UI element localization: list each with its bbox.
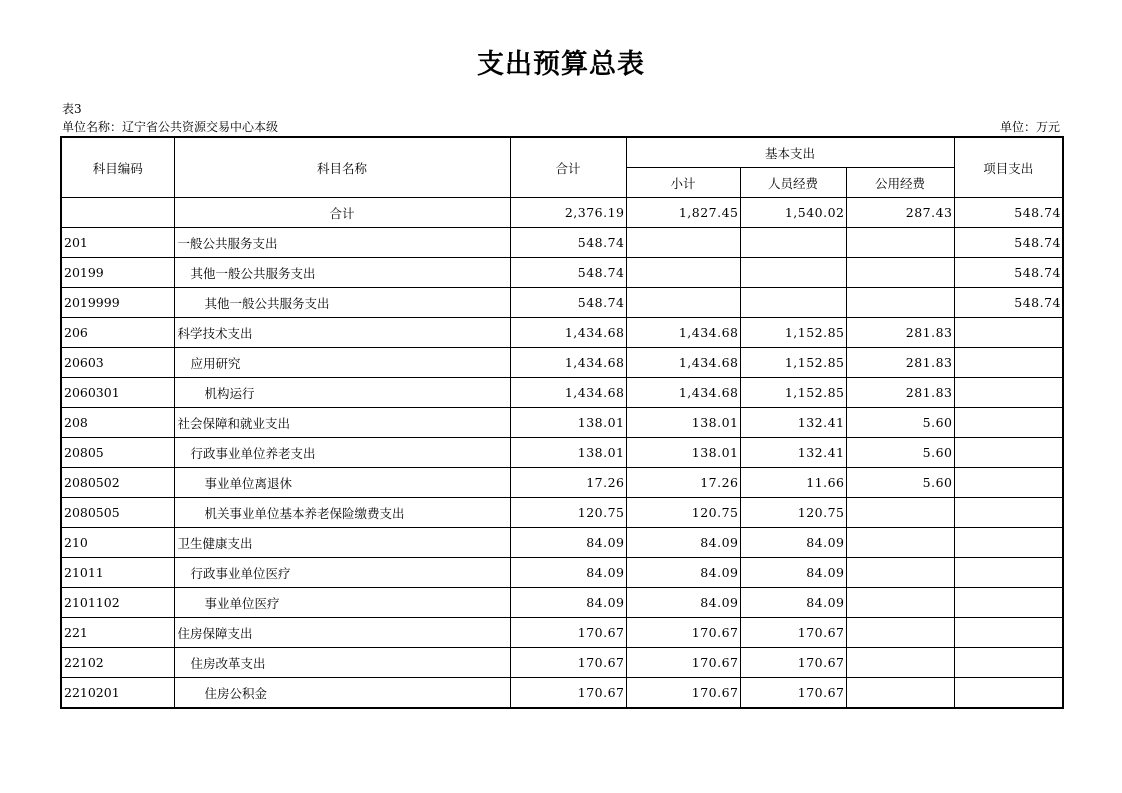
- cell-name: 住房改革支出: [174, 648, 510, 678]
- cell-total: 138.01: [510, 408, 626, 438]
- cell-total: 1,434.68: [510, 318, 626, 348]
- cell-public: [846, 288, 954, 318]
- cell-code: 2210201: [61, 678, 174, 709]
- cell-name: 行政事业单位养老支出: [174, 438, 510, 468]
- total-row-code: [61, 198, 174, 228]
- cell-personnel: [740, 288, 846, 318]
- table-row: [61, 528, 1063, 558]
- cell-personnel: 84.09: [740, 588, 846, 618]
- cell-total: 84.09: [510, 588, 626, 618]
- cell-name: 机关事业单位基本养老保险缴费支出: [174, 498, 510, 528]
- table-row: [61, 318, 1063, 348]
- cell-public: 281.83: [846, 318, 954, 348]
- cell-total: 170.67: [510, 678, 626, 709]
- cell-project: [954, 528, 1063, 558]
- total-row-total: 2,376.19: [510, 198, 626, 228]
- cell-subtotal: 84.09: [626, 558, 740, 588]
- table-row: [61, 408, 1063, 438]
- cell-project: [954, 408, 1063, 438]
- cell-total: 1,434.68: [510, 378, 626, 408]
- cell-project: [954, 498, 1063, 528]
- cell-code: 20199: [61, 258, 174, 288]
- cell-code: 201: [61, 228, 174, 258]
- cell-personnel: 170.67: [740, 618, 846, 648]
- page-title: 支出预算总表: [477, 49, 645, 80]
- table-row: [61, 618, 1063, 648]
- table-row: [61, 678, 1063, 709]
- cell-personnel: 84.09: [740, 528, 846, 558]
- cell-project: [954, 468, 1063, 498]
- total-row-project: 548.74: [954, 198, 1063, 228]
- total-row-subtotal: 1,827.45: [626, 198, 740, 228]
- cell-total: 1,434.68: [510, 348, 626, 378]
- cell-project: [954, 618, 1063, 648]
- cell-code: 2101102: [61, 588, 174, 618]
- cell-name: 行政事业单位医疗: [174, 558, 510, 588]
- cell-public: 281.83: [846, 348, 954, 378]
- cell-public: [846, 228, 954, 258]
- cell-total: 548.74: [510, 288, 626, 318]
- cell-total: 548.74: [510, 228, 626, 258]
- cell-code: 2019999: [61, 288, 174, 318]
- budget-table: [60, 136, 1064, 709]
- cell-name: 一般公共服务支出: [174, 228, 510, 258]
- cell-code: 20805: [61, 438, 174, 468]
- cell-subtotal: 138.01: [626, 408, 740, 438]
- cell-public: [846, 618, 954, 648]
- header-name: 科目名称: [174, 137, 510, 198]
- cell-name: 社会保障和就业支出: [174, 408, 510, 438]
- cell-code: 208: [61, 408, 174, 438]
- cell-personnel: 170.67: [740, 678, 846, 709]
- cell-name: 卫生健康支出: [174, 528, 510, 558]
- cell-total: 84.09: [510, 528, 626, 558]
- cell-personnel: [740, 228, 846, 258]
- currency-unit: 单位：万元: [999, 120, 1060, 134]
- header-project: 项目支出: [954, 137, 1063, 198]
- cell-subtotal: 1,434.68: [626, 378, 740, 408]
- cell-total: 17.26: [510, 468, 626, 498]
- cell-subtotal: 17.26: [626, 468, 740, 498]
- table-number: 表3: [62, 102, 82, 116]
- cell-name: 住房保障支出: [174, 618, 510, 648]
- cell-personnel: 132.41: [740, 408, 846, 438]
- cell-code: 2080505: [61, 498, 174, 528]
- cell-project: 548.74: [954, 228, 1063, 258]
- cell-total: 170.67: [510, 618, 626, 648]
- header-public: 公用经费: [846, 168, 954, 198]
- cell-subtotal: 1,434.68: [626, 348, 740, 378]
- table-row: [61, 498, 1063, 528]
- cell-personnel: 1,152.85: [740, 318, 846, 348]
- table-row: [61, 258, 1063, 288]
- cell-project: [954, 438, 1063, 468]
- cell-public: 5.60: [846, 438, 954, 468]
- cell-code: 20603: [61, 348, 174, 378]
- header-code: 科目编码: [61, 137, 174, 198]
- table-row: [61, 378, 1063, 408]
- cell-total: 120.75: [510, 498, 626, 528]
- table-row: [61, 288, 1063, 318]
- cell-subtotal: 170.67: [626, 648, 740, 678]
- table-row: [61, 348, 1063, 378]
- cell-project: [954, 678, 1063, 709]
- cell-total: 84.09: [510, 558, 626, 588]
- cell-personnel: 170.67: [740, 648, 846, 678]
- cell-name: 机构运行: [174, 378, 510, 408]
- cell-subtotal: 120.75: [626, 498, 740, 528]
- cell-personnel: 132.41: [740, 438, 846, 468]
- cell-public: [846, 498, 954, 528]
- cell-code: 2060301: [61, 378, 174, 408]
- total-row: [61, 198, 1063, 228]
- header-subtotal: 小计: [626, 168, 740, 198]
- cell-subtotal: 1,434.68: [626, 318, 740, 348]
- cell-public: 5.60: [846, 408, 954, 438]
- cell-total: 170.67: [510, 648, 626, 678]
- cell-project: 548.74: [954, 258, 1063, 288]
- table-row: [61, 468, 1063, 498]
- cell-project: [954, 348, 1063, 378]
- total-row-personnel: 1,540.02: [740, 198, 846, 228]
- cell-project: [954, 648, 1063, 678]
- cell-total: 138.01: [510, 438, 626, 468]
- cell-subtotal: [626, 228, 740, 258]
- cell-project: [954, 318, 1063, 348]
- cell-name: 应用研究: [174, 348, 510, 378]
- cell-public: [846, 558, 954, 588]
- cell-public: [846, 648, 954, 678]
- total-row-public: 287.43: [846, 198, 954, 228]
- cell-public: 5.60: [846, 468, 954, 498]
- cell-subtotal: [626, 258, 740, 288]
- cell-project: [954, 588, 1063, 618]
- cell-personnel: 1,152.85: [740, 348, 846, 378]
- cell-code: 22102: [61, 648, 174, 678]
- cell-public: [846, 258, 954, 288]
- cell-total: 548.74: [510, 258, 626, 288]
- cell-subtotal: 170.67: [626, 678, 740, 709]
- cell-name: 事业单位离退休: [174, 468, 510, 498]
- table-row: [61, 558, 1063, 588]
- cell-personnel: 120.75: [740, 498, 846, 528]
- cell-name: 科学技术支出: [174, 318, 510, 348]
- cell-public: [846, 678, 954, 709]
- cell-code: 221: [61, 618, 174, 648]
- cell-project: 548.74: [954, 288, 1063, 318]
- cell-personnel: [740, 258, 846, 288]
- table-row: [61, 228, 1063, 258]
- header-total: 合计: [510, 137, 626, 198]
- cell-name: 其他一般公共服务支出: [174, 288, 510, 318]
- cell-code: 2080502: [61, 468, 174, 498]
- cell-code: 210: [61, 528, 174, 558]
- cell-personnel: 11.66: [740, 468, 846, 498]
- cell-project: [954, 378, 1063, 408]
- cell-subtotal: 170.67: [626, 618, 740, 648]
- header-basic: 基本支出: [626, 137, 954, 168]
- table-row: [61, 648, 1063, 678]
- table-row: [61, 438, 1063, 468]
- cell-subtotal: 84.09: [626, 528, 740, 558]
- cell-subtotal: 84.09: [626, 588, 740, 618]
- table-row: [61, 588, 1063, 618]
- cell-name: 住房公积金: [174, 678, 510, 709]
- cell-public: 281.83: [846, 378, 954, 408]
- cell-public: [846, 588, 954, 618]
- cell-subtotal: [626, 288, 740, 318]
- cell-public: [846, 528, 954, 558]
- cell-project: [954, 558, 1063, 588]
- unit-name: 单位名称：辽宁省公共资源交易中心本级: [62, 120, 279, 134]
- cell-personnel: 1,152.85: [740, 378, 846, 408]
- cell-name: 其他一般公共服务支出: [174, 258, 510, 288]
- cell-code: 206: [61, 318, 174, 348]
- header-personnel: 人员经费: [740, 168, 846, 198]
- cell-subtotal: 138.01: [626, 438, 740, 468]
- cell-name: 事业单位医疗: [174, 588, 510, 618]
- cell-code: 21011: [61, 558, 174, 588]
- total-row-label: 合计: [174, 198, 510, 228]
- cell-personnel: 84.09: [740, 558, 846, 588]
